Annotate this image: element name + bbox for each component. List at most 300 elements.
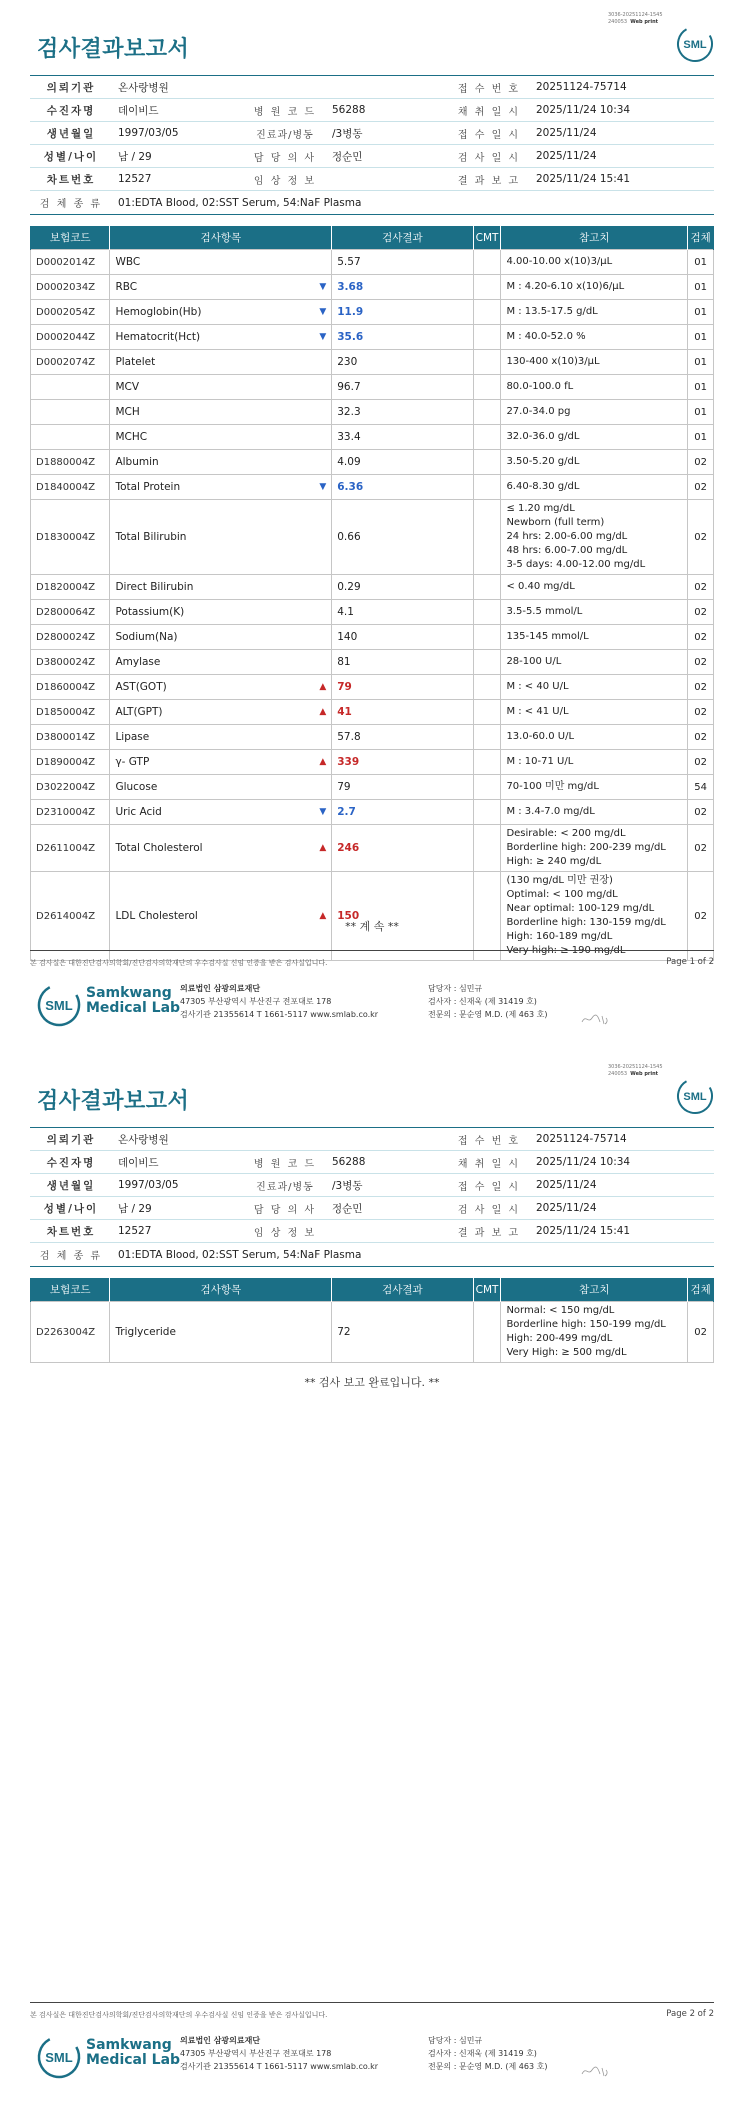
col-item: 검사항목 bbox=[110, 226, 332, 250]
test-result: 81 bbox=[332, 650, 473, 675]
insurance-code: D2310004Z bbox=[31, 800, 110, 825]
samkwang-brand: SML Samkwang Medical Lab bbox=[36, 2034, 176, 2080]
brand-line2: Medical Lab bbox=[86, 1000, 181, 1016]
cmt-cell bbox=[473, 375, 501, 400]
reference-line: Very high: ≥ 190 mg/dL bbox=[506, 945, 626, 956]
result-row bbox=[31, 825, 714, 872]
reference-line: 4.00-10.00 x(10)3/μL bbox=[506, 256, 613, 267]
clinical-label: 임 상 정 보 bbox=[244, 168, 326, 191]
reference-line: 27.0-34.0 pg bbox=[506, 406, 571, 417]
reference-range bbox=[501, 600, 688, 625]
reference-line: 80.0-100.0 fL bbox=[506, 381, 574, 392]
reference-range bbox=[501, 700, 688, 725]
cmt-cell bbox=[473, 700, 501, 725]
insurance-code: D1890004Z bbox=[31, 750, 110, 775]
cmt-cell bbox=[473, 575, 501, 600]
reference-line: Near optimal: 100-129 mg/dL bbox=[506, 903, 655, 914]
reference-line: 3.5-5.5 mmol/L bbox=[506, 606, 583, 617]
patient-info-table bbox=[30, 75, 714, 215]
chart-label: 차트번호 bbox=[30, 168, 112, 191]
specimen-code: 02 bbox=[688, 825, 714, 872]
cmt-cell bbox=[473, 500, 501, 575]
insurance-code: D1820004Z bbox=[31, 575, 110, 600]
cmt-cell bbox=[473, 825, 501, 872]
reference-range bbox=[501, 475, 688, 500]
insurance-code: D1840004Z bbox=[31, 475, 110, 500]
reference-line: M : 10-71 U/L bbox=[506, 756, 574, 767]
cmt-cell bbox=[473, 350, 501, 375]
reference-range bbox=[501, 1302, 688, 1363]
certification-note: 본 검사실은 대한진단검사의학회/진단검사의학재단의 우수검사실 신임 인증을 받은 검사실입니다. bbox=[30, 959, 328, 967]
specimen-code: 02 bbox=[688, 675, 714, 700]
dob: 1997/03/05 bbox=[112, 122, 244, 145]
specimen-code: 01 bbox=[688, 400, 714, 425]
reference-line: Optimal: < 100 mg/dL bbox=[506, 889, 618, 900]
specimen-types: 01:EDTA Blood, 02:SST Serum, 54:NaF Plasma bbox=[112, 191, 714, 215]
test-item bbox=[110, 1302, 332, 1363]
dept-label: 진료과/병동 bbox=[244, 122, 326, 145]
cmt-cell bbox=[473, 725, 501, 750]
cmt-cell bbox=[473, 775, 501, 800]
test-item-label: Amylase bbox=[115, 656, 161, 668]
doctor-label: 담 당 의 사 bbox=[244, 145, 326, 168]
reference-range bbox=[501, 650, 688, 675]
specimen-code: 02 bbox=[688, 700, 714, 725]
test-result: 6.36 bbox=[332, 475, 473, 500]
sml-logo bbox=[676, 1077, 714, 1115]
test-result: 0.66 bbox=[332, 500, 473, 575]
insurance-code: D2800024Z bbox=[31, 625, 110, 650]
reference-line: M : < 40 U/L bbox=[506, 681, 569, 692]
cmt-cell bbox=[473, 300, 501, 325]
result-row bbox=[31, 800, 714, 825]
reference-line: Desirable: < 200 mg/dL bbox=[506, 828, 626, 839]
cmt-cell bbox=[473, 1302, 501, 1363]
footer-divider bbox=[30, 950, 714, 951]
reference-line: 135-145 mmol/L bbox=[506, 631, 589, 642]
test-item bbox=[110, 750, 332, 775]
sex-age: 남 / 29 bbox=[112, 145, 244, 168]
tested-date: 2025/11/24 bbox=[530, 145, 714, 168]
reference-line: High: ≥ 240 mg/dL bbox=[506, 856, 602, 867]
staff-info: 담당자 : 심민규 검사자 : 신재욱 (제 31419 호) 전문의 : 문순영 M.D. (제 463 호) bbox=[428, 984, 548, 1019]
cmt-cell bbox=[473, 800, 501, 825]
low-flag-icon: ▼ bbox=[319, 807, 327, 817]
cmt-cell bbox=[473, 475, 501, 500]
cmt-cell bbox=[473, 325, 501, 350]
reference-line: 6.40-8.30 g/dL bbox=[506, 481, 580, 492]
test-item-label: Lipase bbox=[115, 731, 150, 743]
test-result: 72 bbox=[332, 1302, 473, 1363]
result-row bbox=[31, 325, 714, 350]
insurance-code: D1830004Z bbox=[31, 500, 110, 575]
result-row bbox=[31, 425, 714, 450]
specimen-code: 02 bbox=[688, 750, 714, 775]
reference-line: 70-100 미만 mg/dL bbox=[506, 781, 599, 792]
requesting-org-label: 의뢰기관 bbox=[30, 76, 112, 99]
certification-note: 본 검사실은 대한진단검사의학회/진단검사의학재단의 우수검사실 신임 인증을 받은 검사실입니다. bbox=[30, 2011, 328, 2019]
sml-logo bbox=[676, 25, 714, 63]
print-stamp: 3036-20251124-1545 240053 Web print bbox=[608, 1064, 663, 1077]
test-result: 79 bbox=[332, 775, 473, 800]
reference-range bbox=[501, 575, 688, 600]
completed-note: ** 검사 보고 완료입니다. ** bbox=[304, 1376, 440, 1389]
test-result: 57.8 bbox=[332, 725, 473, 750]
test-item-label: Hematocrit(Hct) bbox=[115, 331, 201, 343]
reference-range bbox=[501, 872, 688, 961]
test-item-label: Hemoglobin(Hb) bbox=[115, 306, 202, 318]
reference-range bbox=[501, 400, 688, 425]
insurance-code: D2800064Z bbox=[31, 600, 110, 625]
result-row bbox=[31, 872, 714, 961]
received-date: 2025/11/24 bbox=[530, 122, 714, 145]
test-item-label: Platelet bbox=[115, 356, 156, 368]
reference-range bbox=[501, 750, 688, 775]
test-item bbox=[110, 250, 332, 275]
reference-line: High: 200-499 mg/dL bbox=[506, 1333, 613, 1344]
specimen-label: 검 체 종 류 bbox=[30, 191, 112, 215]
result-row bbox=[31, 475, 714, 500]
low-flag-icon: ▼ bbox=[319, 307, 327, 317]
result-row bbox=[31, 650, 714, 675]
test-result: 140 bbox=[332, 625, 473, 650]
insurance-code: D0002054Z bbox=[31, 300, 110, 325]
insurance-code: D2611004Z bbox=[31, 825, 110, 872]
test-item-label: Albumin bbox=[115, 456, 159, 468]
report-title: 검사결과보고서 bbox=[37, 1089, 190, 1114]
specimen-code: 01 bbox=[688, 250, 714, 275]
hospital-code: 56288 bbox=[326, 99, 448, 122]
test-item-label: Total Cholesterol bbox=[115, 842, 203, 854]
lab-info: 의료법인 삼광의료재단 47305 부산광역시 부산진구 전포대로 178 검사기관 21355614 T 1661-5117 www.smlab.co.kr bbox=[180, 2036, 379, 2071]
results-body bbox=[31, 1302, 714, 1363]
cmt-cell bbox=[473, 625, 501, 650]
test-item bbox=[110, 775, 332, 800]
page-number: Page 2 of 2 bbox=[666, 2009, 714, 2019]
insurance-code bbox=[31, 425, 110, 450]
tested-label: 검 사 일 시 bbox=[448, 145, 530, 168]
test-item bbox=[110, 450, 332, 475]
reference-range bbox=[501, 825, 688, 872]
patient-label: 수진자명 bbox=[30, 99, 112, 122]
result-row bbox=[31, 775, 714, 800]
reference-range bbox=[501, 675, 688, 700]
specimen-code: 01 bbox=[688, 325, 714, 350]
results-table: 보험코드 검사항목 검사결과 CMT 참고치 검체 D2263004Z Triglyceride 72 Normal: < 150 mg/dL Borderline high: 150-199 mg/dL High: 200-499 mg/dL Very High: ≥ 500 mg/dL 02 bbox=[30, 1278, 714, 1363]
test-item bbox=[110, 600, 332, 625]
collected-label: 채 취 일 시 bbox=[448, 99, 530, 122]
high-flag-icon: ▲ bbox=[319, 707, 327, 717]
reference-line: M : 40.0-52.0 % bbox=[506, 331, 586, 342]
test-item-label: Direct Bilirubin bbox=[115, 581, 194, 593]
test-item-label: MCHC bbox=[115, 431, 148, 443]
reference-range bbox=[501, 625, 688, 650]
test-result: 4.09 bbox=[332, 450, 473, 475]
collected-time: 2025/11/24 10:34 bbox=[530, 99, 714, 122]
svg-text:SML: SML bbox=[683, 39, 707, 51]
specimen-code: 54 bbox=[688, 775, 714, 800]
specimen-code: 01 bbox=[688, 300, 714, 325]
clinical-info bbox=[326, 168, 448, 191]
result-row bbox=[31, 250, 714, 275]
specimen-code: 02 bbox=[688, 725, 714, 750]
result-row bbox=[31, 500, 714, 575]
col-code: 보험코드 bbox=[31, 226, 110, 250]
test-item bbox=[110, 650, 332, 675]
reference-line: Borderline high: 150-199 mg/dL bbox=[506, 1319, 666, 1330]
test-item bbox=[110, 675, 332, 700]
result-row bbox=[31, 625, 714, 650]
sex-age-label: 성별/나이 bbox=[30, 145, 112, 168]
test-item bbox=[110, 300, 332, 325]
reference-line: 32.0-36.0 g/dL bbox=[506, 431, 580, 442]
cmt-cell bbox=[473, 450, 501, 475]
test-item-label: Potassium(K) bbox=[115, 606, 185, 618]
low-flag-icon: ▼ bbox=[319, 282, 327, 292]
hospital-code-label: 병 원 코 드 bbox=[244, 99, 326, 122]
reference-line: Normal: < 150 mg/dL bbox=[506, 1305, 615, 1316]
test-result: 41 bbox=[332, 700, 473, 725]
col-specimen: 검체 bbox=[688, 226, 714, 250]
reference-line: < 0.40 mg/dL bbox=[506, 581, 575, 592]
reference-line: 28-100 U/L bbox=[506, 656, 562, 667]
dob-label: 생년월일 bbox=[30, 122, 112, 145]
continued-note: ** 계 속 ** bbox=[345, 920, 399, 933]
high-flag-icon: ▲ bbox=[319, 843, 327, 853]
reference-line: M : 13.5-17.5 g/dL bbox=[506, 306, 598, 317]
cmt-cell bbox=[473, 675, 501, 700]
reference-line: 24 hrs: 2.00-6.00 mg/dL bbox=[506, 531, 628, 542]
result-row bbox=[31, 600, 714, 625]
test-item-label: Total Bilirubin bbox=[115, 531, 187, 543]
test-item bbox=[110, 700, 332, 725]
test-result: 150 bbox=[332, 872, 473, 961]
results-body bbox=[31, 250, 714, 961]
high-flag-icon: ▲ bbox=[319, 911, 327, 921]
insurance-code: D0002014Z bbox=[31, 250, 110, 275]
reference-range bbox=[501, 300, 688, 325]
insurance-code: D3800024Z bbox=[31, 650, 110, 675]
reference-range bbox=[501, 425, 688, 450]
report-page-2 bbox=[0, 1052, 744, 2104]
test-item bbox=[110, 575, 332, 600]
report-title: 검사결과보고서 bbox=[37, 37, 190, 62]
reference-line: Newborn (full term) bbox=[506, 517, 605, 528]
reference-line: (130 mg/dL 미만 권장) bbox=[506, 875, 613, 886]
received-label: 접 수 일 시 bbox=[448, 122, 530, 145]
test-result: 4.1 bbox=[332, 600, 473, 625]
reference-line: Very High: ≥ 500 mg/dL bbox=[506, 1347, 627, 1358]
specimen-code: 01 bbox=[688, 350, 714, 375]
result-row bbox=[31, 375, 714, 400]
reference-line: M : 4.20-6.10 x(10)6/μL bbox=[506, 281, 625, 292]
reference-range bbox=[501, 350, 688, 375]
result-row bbox=[31, 450, 714, 475]
reported-label: 결 과 보 고 bbox=[448, 168, 530, 191]
insurance-code bbox=[31, 375, 110, 400]
low-flag-icon: ▼ bbox=[319, 482, 327, 492]
test-item-label: Glucose bbox=[115, 781, 158, 793]
reference-range bbox=[501, 375, 688, 400]
cmt-cell bbox=[473, 425, 501, 450]
cmt-cell bbox=[473, 600, 501, 625]
reference-range bbox=[501, 275, 688, 300]
brand-line1: Samkwang bbox=[86, 985, 172, 1001]
specimen-code: 02 bbox=[688, 872, 714, 961]
receipt-no-label: 접 수 번 호 bbox=[448, 76, 530, 99]
page-number: Page 1 of 2 bbox=[666, 957, 714, 967]
test-item bbox=[110, 500, 332, 575]
col-ref: 참고치 bbox=[501, 226, 688, 250]
reference-range bbox=[501, 775, 688, 800]
cmt-cell bbox=[473, 650, 501, 675]
reference-line: M : < 41 U/L bbox=[506, 706, 569, 717]
test-item bbox=[110, 800, 332, 825]
test-item bbox=[110, 400, 332, 425]
test-result: 339 bbox=[332, 750, 473, 775]
result-row bbox=[31, 725, 714, 750]
test-result: 2.7 bbox=[332, 800, 473, 825]
col-result: 검사결과 bbox=[332, 226, 473, 250]
test-result: 32.3 bbox=[332, 400, 473, 425]
insurance-code: D1860004Z bbox=[31, 675, 110, 700]
reference-line: M : 3.4-7.0 mg/dL bbox=[506, 806, 595, 817]
test-item-label: RBC bbox=[115, 281, 138, 293]
test-item bbox=[110, 350, 332, 375]
reference-range bbox=[501, 250, 688, 275]
high-flag-icon: ▲ bbox=[319, 757, 327, 767]
svg-text:SML: SML bbox=[45, 2050, 73, 2065]
test-item bbox=[110, 475, 332, 500]
reference-range bbox=[501, 800, 688, 825]
test-item bbox=[110, 375, 332, 400]
requesting-org: 온사랑병원 bbox=[112, 76, 448, 99]
receipt-no: 20251124-75714 bbox=[530, 76, 714, 99]
sml-footer-logo bbox=[36, 982, 82, 1028]
reference-line: Borderline high: 130-159 mg/dL bbox=[506, 917, 666, 928]
cmt-cell bbox=[473, 275, 501, 300]
dept: /3병동 bbox=[326, 122, 448, 145]
reference-line: High: 160-189 mg/dL bbox=[506, 931, 613, 942]
test-item bbox=[110, 425, 332, 450]
test-item-label: Uric Acid bbox=[115, 806, 162, 818]
specimen-code: 02 bbox=[688, 500, 714, 575]
result-row bbox=[31, 300, 714, 325]
reference-line: 3.50-5.20 g/dL bbox=[506, 456, 580, 467]
sml-footer-logo bbox=[36, 2034, 82, 2080]
test-item-label: Triglyceride bbox=[115, 1326, 176, 1338]
chart-no: 12527 bbox=[112, 168, 244, 191]
patient-name: 데이비드 bbox=[112, 99, 244, 122]
specimen-code: 02 bbox=[688, 800, 714, 825]
reference-line: 130-400 x(10)3/μL bbox=[506, 356, 600, 367]
result-row bbox=[31, 1302, 714, 1363]
insurance-code: D3800014Z bbox=[31, 725, 110, 750]
test-item bbox=[110, 625, 332, 650]
test-item bbox=[110, 725, 332, 750]
test-item bbox=[110, 325, 332, 350]
test-item-label: MCV bbox=[115, 381, 140, 393]
insurance-code: D1880004Z bbox=[31, 450, 110, 475]
test-item-label: LDL Cholesterol bbox=[115, 910, 198, 922]
reference-line: Borderline high: 200-239 mg/dL bbox=[506, 842, 666, 853]
test-result: 33.4 bbox=[332, 425, 473, 450]
specimen-code: 01 bbox=[688, 375, 714, 400]
reference-range bbox=[501, 725, 688, 750]
print-stamp: 3036-20251124-1545 240053 Web print bbox=[608, 12, 663, 25]
svg-text:SML: SML bbox=[45, 998, 73, 1013]
insurance-code bbox=[31, 400, 110, 425]
insurance-code: D2614004Z bbox=[31, 872, 110, 961]
test-item-label: ALT(GPT) bbox=[115, 706, 163, 718]
insurance-code: D2263004Z bbox=[31, 1302, 110, 1363]
insurance-code: D0002034Z bbox=[31, 275, 110, 300]
staff-info: 담당자 : 심민규 검사자 : 신재욱 (제 31419 호) 전문의 : 문순영 M.D. (제 463 호) bbox=[428, 2036, 548, 2071]
test-item-label: MCH bbox=[115, 406, 140, 418]
test-item-label: Total Protein bbox=[115, 481, 181, 493]
insurance-code: D0002044Z bbox=[31, 325, 110, 350]
reference-line: ≤ 1.20 mg/dL bbox=[506, 503, 575, 514]
test-result: 230 bbox=[332, 350, 473, 375]
patient-info-table: 의뢰기관 온사랑병원 접 수 번 호 20251124-75714 수진자명 데이비드 병 원 코 드 56288 채 취 일 시 2025/11/24 10:34 생년월일 1997/03/05 진료과/병동 /3병동 접 수 일 시 2025/11/24 성별/나이 남 / 29 담 당 의 사 정순민 검 사 일 시 2025/11/24 차트번호 12527 임 상 정 보 결 과 보 고 2025/11/24 15:41 검 체 종 류 01:EDTA Blood, 02:SST Serum, 54:NaF Plasma bbox=[30, 1127, 714, 1267]
test-result: 0.29 bbox=[332, 575, 473, 600]
test-result: 96.7 bbox=[332, 375, 473, 400]
low-flag-icon: ▼ bbox=[319, 332, 327, 342]
doctor: 정순민 bbox=[326, 145, 448, 168]
test-result: 246 bbox=[332, 825, 473, 872]
specimen-code: 01 bbox=[688, 275, 714, 300]
insurance-code: D1850004Z bbox=[31, 700, 110, 725]
test-item bbox=[110, 872, 332, 961]
specimen-code: 02 bbox=[688, 450, 714, 475]
test-result: 79 bbox=[332, 675, 473, 700]
result-row bbox=[31, 700, 714, 725]
specimen-code: 02 bbox=[688, 1302, 714, 1363]
reported-time: 2025/11/24 15:41 bbox=[530, 168, 714, 191]
specimen-code: 02 bbox=[688, 650, 714, 675]
result-row bbox=[31, 350, 714, 375]
specimen-code: 02 bbox=[688, 600, 714, 625]
test-item bbox=[110, 275, 332, 300]
test-item-label: WBC bbox=[115, 256, 141, 268]
signature bbox=[580, 2064, 610, 2078]
specimen-code: 02 bbox=[688, 625, 714, 650]
high-flag-icon: ▲ bbox=[319, 682, 327, 692]
test-result: 3.68 bbox=[332, 275, 473, 300]
reference-line: 13.0-60.0 U/L bbox=[506, 731, 575, 742]
reference-range bbox=[501, 325, 688, 350]
result-row bbox=[31, 275, 714, 300]
col-cmt: CMT bbox=[473, 226, 501, 250]
test-result: 35.6 bbox=[332, 325, 473, 350]
insurance-code: D3022004Z bbox=[31, 775, 110, 800]
specimen-code: 02 bbox=[688, 475, 714, 500]
result-row bbox=[31, 675, 714, 700]
result-row bbox=[31, 575, 714, 600]
reference-line: 48 hrs: 6.00-7.00 mg/dL bbox=[506, 545, 628, 556]
results-table bbox=[30, 226, 714, 961]
cmt-cell bbox=[473, 250, 501, 275]
result-row bbox=[31, 400, 714, 425]
result-row bbox=[31, 750, 714, 775]
cmt-cell bbox=[473, 400, 501, 425]
specimen-code: 02 bbox=[688, 575, 714, 600]
test-item bbox=[110, 825, 332, 872]
test-item-label: γ- GTP bbox=[115, 756, 150, 768]
reference-range bbox=[501, 500, 688, 575]
signature bbox=[580, 1012, 610, 1026]
svg-text:SML: SML bbox=[683, 1091, 707, 1103]
